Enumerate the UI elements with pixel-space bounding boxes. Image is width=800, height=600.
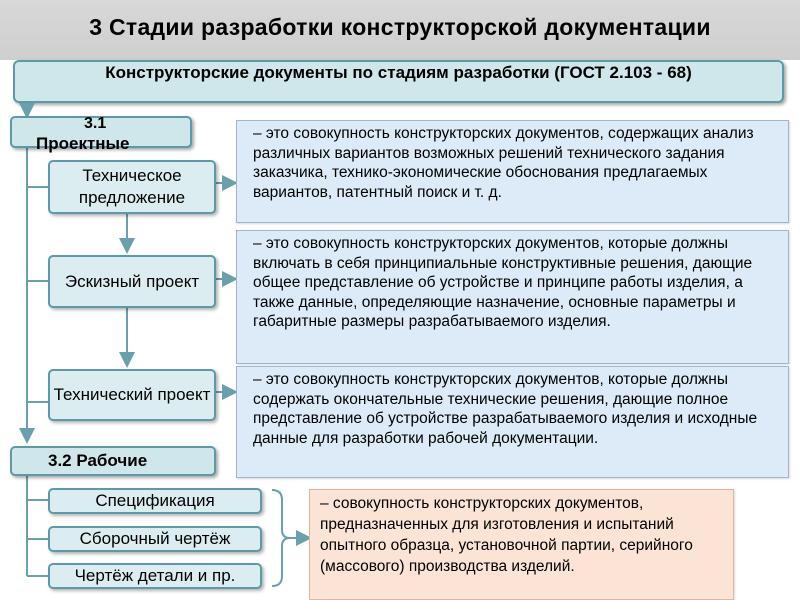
stage-working-label: 3.2 Рабочие [48,451,148,470]
desc-technical-project [236,366,789,478]
item-part-drawing-label: Чертёж детали и пр. [74,566,236,585]
item-technical-proposal [48,160,216,214]
desc-working-text: – совокупность конструкторских документов, предназначенных для изготовления и испытаний опытного образца, установочной партии, серийного (массового) производства изделий. [320,495,693,575]
stage-design-number: 3.1 [84,115,107,132]
item-specification-label: Спецификация [95,491,215,510]
item-specification [48,488,262,514]
item-sketch-project-label: Эскизный проект [64,271,200,291]
item-assembly-drawing [48,526,262,552]
stage-design-label: Проектные [36,134,130,153]
desc-technical-proposal [236,120,789,223]
desc-working [309,489,734,600]
stage-working-box [10,446,216,476]
desc-sketch-project-text: – это совокупность конструкторских документов, которые должны включать в себя принципиальные конструктивные решения, дающие общее представление об устройстве и принципе работы изделия, а также данные, определяющие назначение, основные параметры и габаритные размеры разрабатываемого изделия. [253,235,753,330]
bracket [272,490,290,586]
item-technical-project-label: Технический проект [53,385,211,404]
subtitle-text: Конструкторские документы по стадиям разработки (ГОСТ 2.103 - 68) [105,63,692,82]
page-title-text: 3 Стадии разработки конструкторской документации [89,14,711,40]
item-sketch-project [48,255,216,308]
desc-technical-proposal-text: – это совокупность конструкторских документов, содержащих анализ различных вариантов возможных решений технического задания заказчика, технико-экономические обоснования предлагаемых вариантов, патентный поиск и т. д. [253,125,754,201]
item-technical-project [48,369,216,421]
item-assembly-drawing-label: Сборочный чертёж [79,529,231,548]
desc-technical-project-text: – это совокупность конструкторских документов, которые должны содержать окончательные технические решения, дающие полное представление об устройстве разрабатываемого изделия и исходные данные для разработки рабочей документации. [253,371,758,447]
stage-design-box [10,115,192,153]
desc-sketch-project [236,230,789,364]
item-part-drawing [48,563,262,589]
item-technical-proposal-label: Техническое предложение [78,166,186,207]
